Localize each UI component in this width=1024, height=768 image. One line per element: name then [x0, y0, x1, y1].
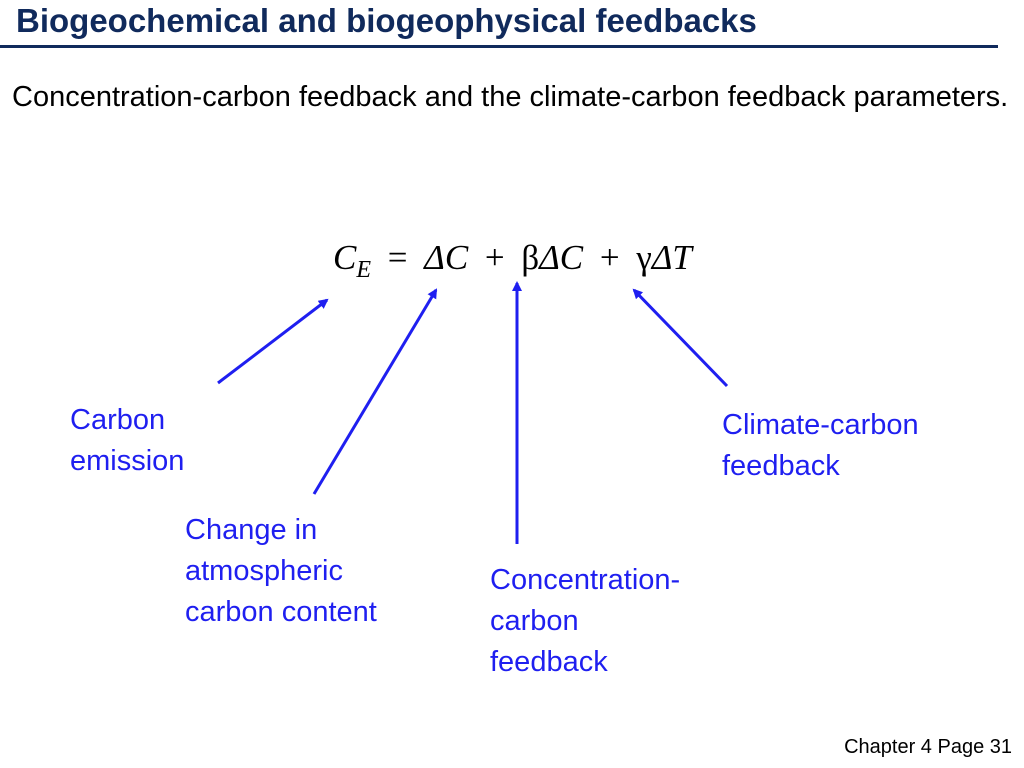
- label-carbon-emission-line-1: Carbon: [70, 404, 166, 436]
- label-concentration-feedback-line-1: Concentration-: [490, 564, 681, 596]
- label-carbon-emission: [70, 400, 184, 482]
- equation-lhs-subscript: E: [356, 257, 372, 283]
- arrow-carbon-emission: [218, 300, 327, 383]
- arrow-atmospheric-change: [314, 290, 436, 494]
- label-climate-feedback-line-2: feedback: [722, 450, 840, 482]
- label-carbon-emission-line-2: emission: [70, 445, 185, 477]
- label-concentration-feedback-line-3: feedback: [490, 646, 608, 678]
- equation-term-beta-delta-c: ΔC: [539, 238, 584, 277]
- arrow-climate-feedback: [634, 290, 727, 386]
- label-atmospheric-change-line-3: carbon content: [185, 596, 377, 628]
- label-atmospheric-change-line-1: Change in: [185, 514, 318, 546]
- label-concentration-feedback-line-2: carbon: [490, 605, 579, 637]
- label-climate-feedback-line-1: Climate-carbon: [722, 409, 919, 441]
- equation-term-delta-c: ΔC: [424, 238, 469, 277]
- label-climate-feedback: [722, 405, 919, 487]
- equation-plus-1: +: [484, 238, 505, 277]
- page-number: Chapter 4 Page 31: [844, 736, 1012, 758]
- slide-title: Biogeochemical and biogeophysical feedbacks: [16, 2, 757, 39]
- equation-lhs-base: C: [333, 238, 357, 277]
- intro-text: Concentration-carbon feedback and the climate-carbon feedback parameters.: [12, 81, 1009, 113]
- label-atmospheric-change: [185, 510, 377, 633]
- equation-plus-2: +: [599, 238, 620, 277]
- equation-gamma: γ: [636, 238, 652, 277]
- equation-beta: β: [521, 238, 540, 277]
- equation-equals: =: [387, 238, 408, 277]
- label-atmospheric-change-line-2: atmospheric: [185, 555, 343, 587]
- label-concentration-feedback: [490, 560, 680, 683]
- equation-term-gamma-delta-t: ΔT: [651, 238, 692, 277]
